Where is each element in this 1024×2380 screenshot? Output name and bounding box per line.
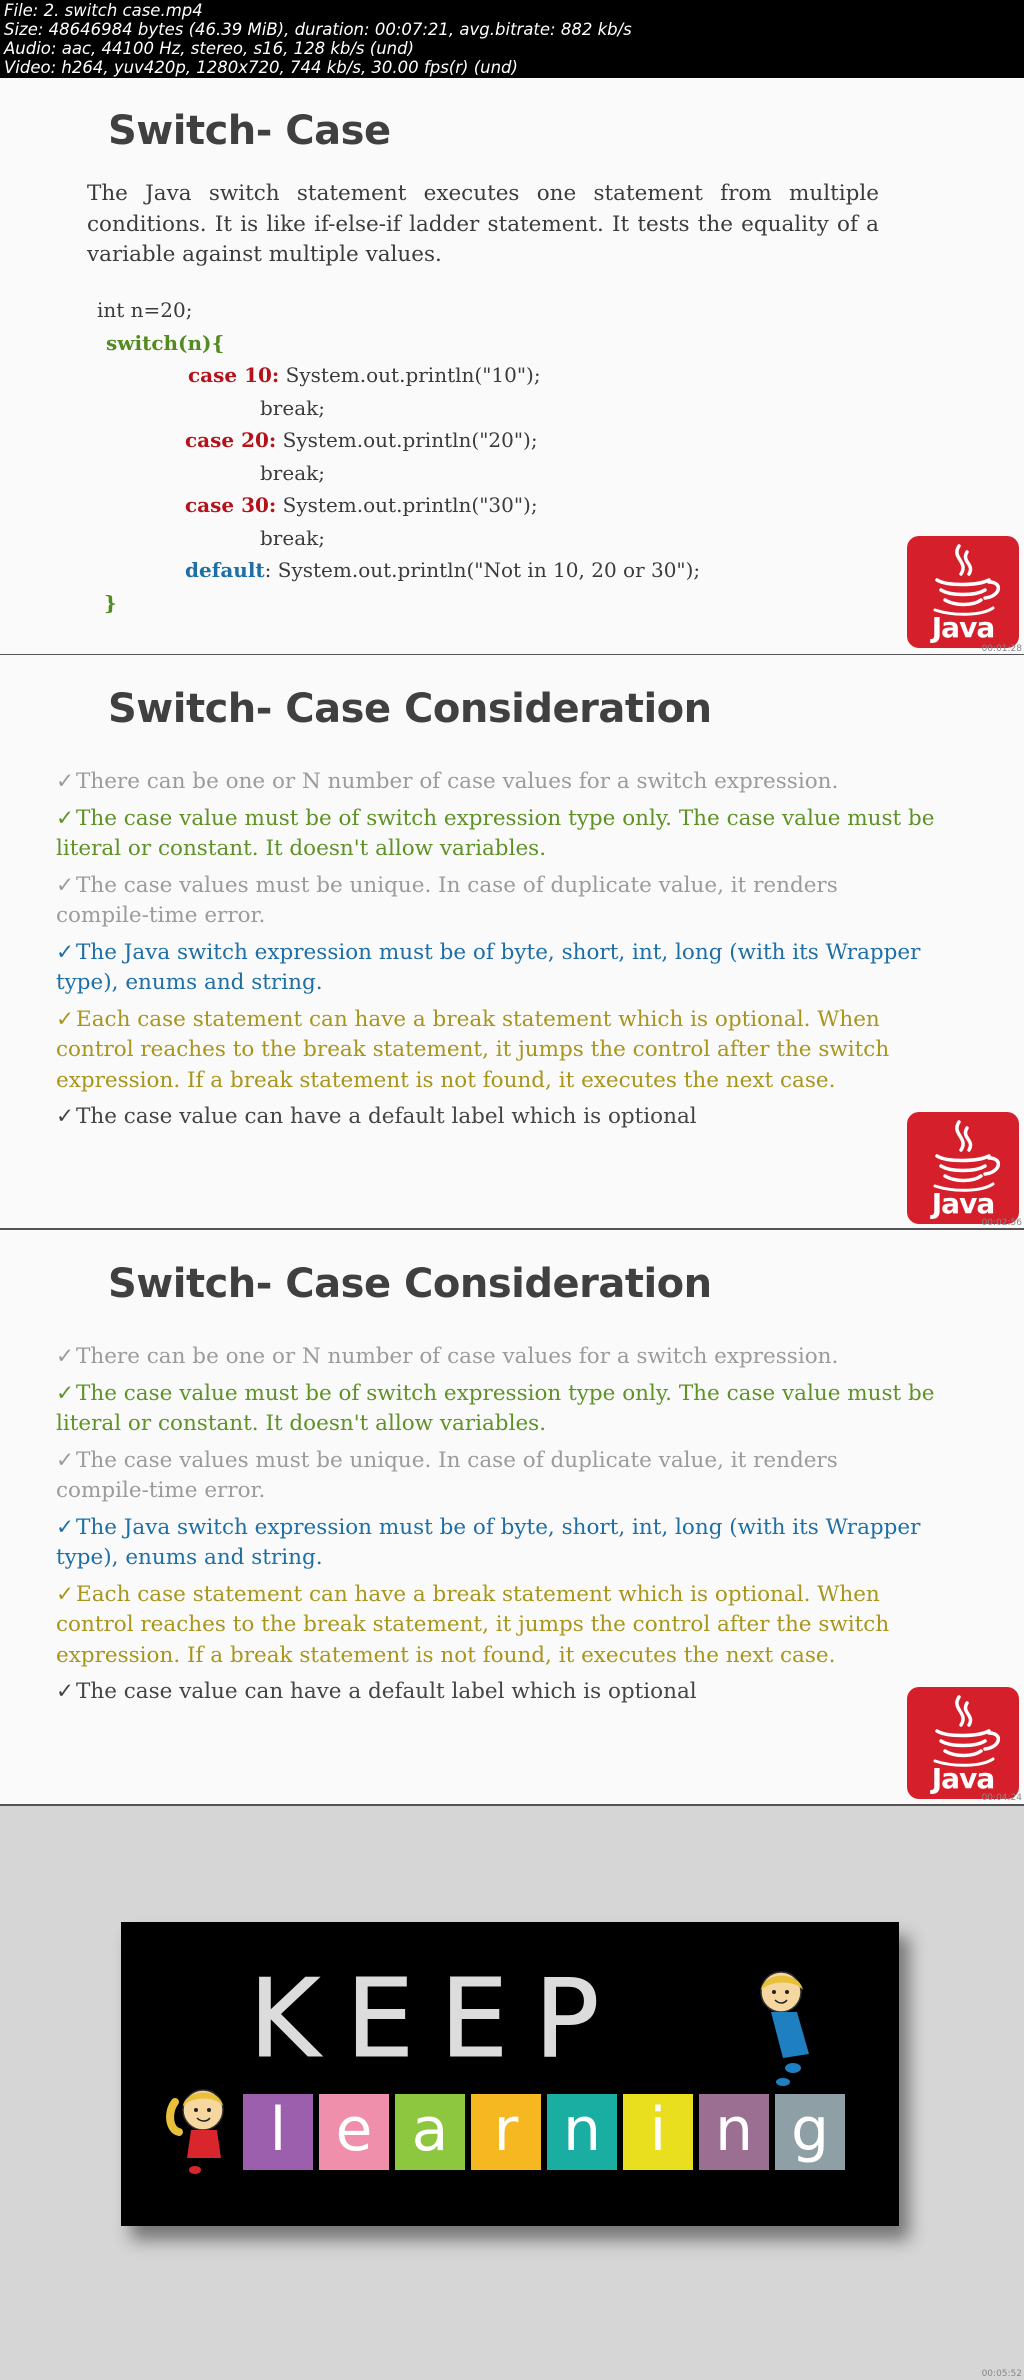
timestamp: 00:02:56 [981, 1218, 1022, 1228]
bullet-item: ✓There can be one or N number of case values for a switch expression. [56, 769, 839, 794]
slide-switch-case [0, 78, 1024, 654]
case-10-keyword: case 10: [188, 363, 280, 387]
letter-tile: n [699, 2094, 769, 2170]
bullet-item: ✓The Java switch expression must be of byte, short, int, long (with its Wrapper type), enums and string. [56, 1514, 921, 1570]
check-icon: ✓ [56, 1006, 75, 1032]
java-logo [907, 1112, 1019, 1224]
bullet-item: ✓The case value must be of switch expression type only. The case value must be literal or constant. It doesn't allow variables. [56, 1380, 935, 1436]
default-stmt: : System.out.println("Not in 10, 20 or 30"); [264, 558, 701, 582]
code-case-10 [188, 363, 541, 387]
case-10-stmt: System.out.println("10"); [279, 363, 541, 387]
bullet-item: ✓Each case statement can have a break statement which is optional. When control reaches to the break statement, it jumps the control after the switch expression. If a break statement is not found, it executes the next case. [56, 1581, 890, 1668]
letter-tile: e [319, 2094, 389, 2170]
bullet-list [56, 767, 936, 1139]
check-icon: ✓ [56, 939, 75, 965]
size-info: Size: 48646984 bytes (46.39 MiB), duration: 00:07:21, avg.bitrate: 882 kb/s [4, 20, 632, 39]
java-logo [907, 536, 1019, 648]
code-break: break; [260, 396, 325, 420]
check-icon: ✓ [56, 769, 75, 794]
java-logo [907, 1687, 1019, 1799]
timestamp: 00:01:28 [981, 644, 1022, 654]
slide-keep-learning [0, 1806, 1024, 2380]
bullet-item: ✓The Java switch expression must be of byte, short, int, long (with its Wrapper type), enums and string. [56, 939, 921, 995]
bullet-item: ✓The case value can have a default label which is optional [56, 1679, 697, 1704]
bullet-item: ✓The case value can have a default label which is optional [56, 1104, 697, 1129]
bullet-item: ✓The case values must be unique. In case of duplicate value, it renders compile-time error. [56, 1447, 838, 1503]
timestamp: 00:04:24 [981, 1793, 1022, 1803]
check-icon: ✓ [56, 805, 75, 831]
slide-title: Switch- Case Consideration [108, 1261, 712, 1307]
case-30-stmt: System.out.println("30"); [276, 493, 538, 517]
check-icon: ✓ [56, 1104, 75, 1129]
case-20-keyword: case 20: [185, 428, 277, 452]
code-break: break; [260, 461, 325, 485]
slide-paragraph: The Java switch statement executes one statement from multiple conditions. It is like if-else-if ladder statement. It tests the equality of a variable against multiple values. [87, 181, 879, 267]
check-icon: ✓ [56, 872, 75, 898]
letter-tile: g [775, 2094, 845, 2170]
code-case-30 [185, 493, 538, 517]
check-icon: ✓ [56, 1514, 75, 1540]
check-icon: ✓ [56, 1380, 75, 1406]
slide-switch-case-consideration [0, 655, 1024, 1228]
case-20-stmt: System.out.println("20"); [276, 428, 538, 452]
video-info: Video: h264, yuv420p, 1280x720, 744 kb/s, 30.00 fps(r) (und) [4, 58, 518, 77]
letter-tile: l [243, 2094, 313, 2170]
keep-text: KEEP [249, 1957, 626, 2082]
code-break: break; [260, 526, 325, 550]
default-keyword: default [185, 558, 265, 582]
check-icon: ✓ [56, 1581, 75, 1607]
code-case-20 [185, 428, 538, 452]
audio-info: Audio: aac, 44100 Hz, stereo, s16, 128 kb/s (und) [4, 39, 415, 58]
check-icon: ✓ [56, 1447, 75, 1473]
letter-tile: r [471, 2094, 541, 2170]
java-logo-text: Java [931, 1187, 995, 1220]
java-logo-text: Java [931, 1762, 995, 1795]
keep-learning-board [121, 1922, 899, 2226]
girl-character-icon [165, 2072, 245, 2182]
letter-tile: a [395, 2094, 465, 2170]
slide-title: Switch- Case [108, 108, 391, 154]
timestamp: 00:05:52 [981, 2369, 1022, 2379]
code-close-brace: } [104, 591, 117, 615]
bullet-item: ✓The case value must be of switch expression type only. The case value must be literal or constant. It doesn't allow variables. [56, 805, 935, 861]
code-switch: switch(n){ [106, 331, 225, 355]
bullet-item: ✓The case values must be unique. In case of duplicate value, it renders compile-time error. [56, 872, 838, 928]
code-default [185, 558, 700, 582]
bullet-item: ✓There can be one or N number of case values for a switch expression. [56, 1344, 839, 1369]
bullet-list [56, 1342, 936, 1714]
code-decl: int n=20; [97, 298, 193, 322]
java-logo-text: Java [931, 611, 995, 644]
bullet-item: ✓Each case statement can have a break statement which is optional. When control reaches to the break statement, it jumps the control after the switch expression. If a break statement is not found, it executes the next case. [56, 1006, 890, 1093]
boy-character-icon [749, 1968, 829, 2108]
media-info-header [0, 0, 1024, 78]
case-30-keyword: case 30: [185, 493, 277, 517]
check-icon: ✓ [56, 1344, 75, 1369]
check-icon: ✓ [56, 1679, 75, 1704]
letter-tile: n [547, 2094, 617, 2170]
file-info: File: 2. switch case.mp4 [4, 1, 203, 20]
letter-tile: i [623, 2094, 693, 2170]
slide-title: Switch- Case Consideration [108, 686, 712, 732]
slide-switch-case-consideration [0, 1230, 1024, 1804]
